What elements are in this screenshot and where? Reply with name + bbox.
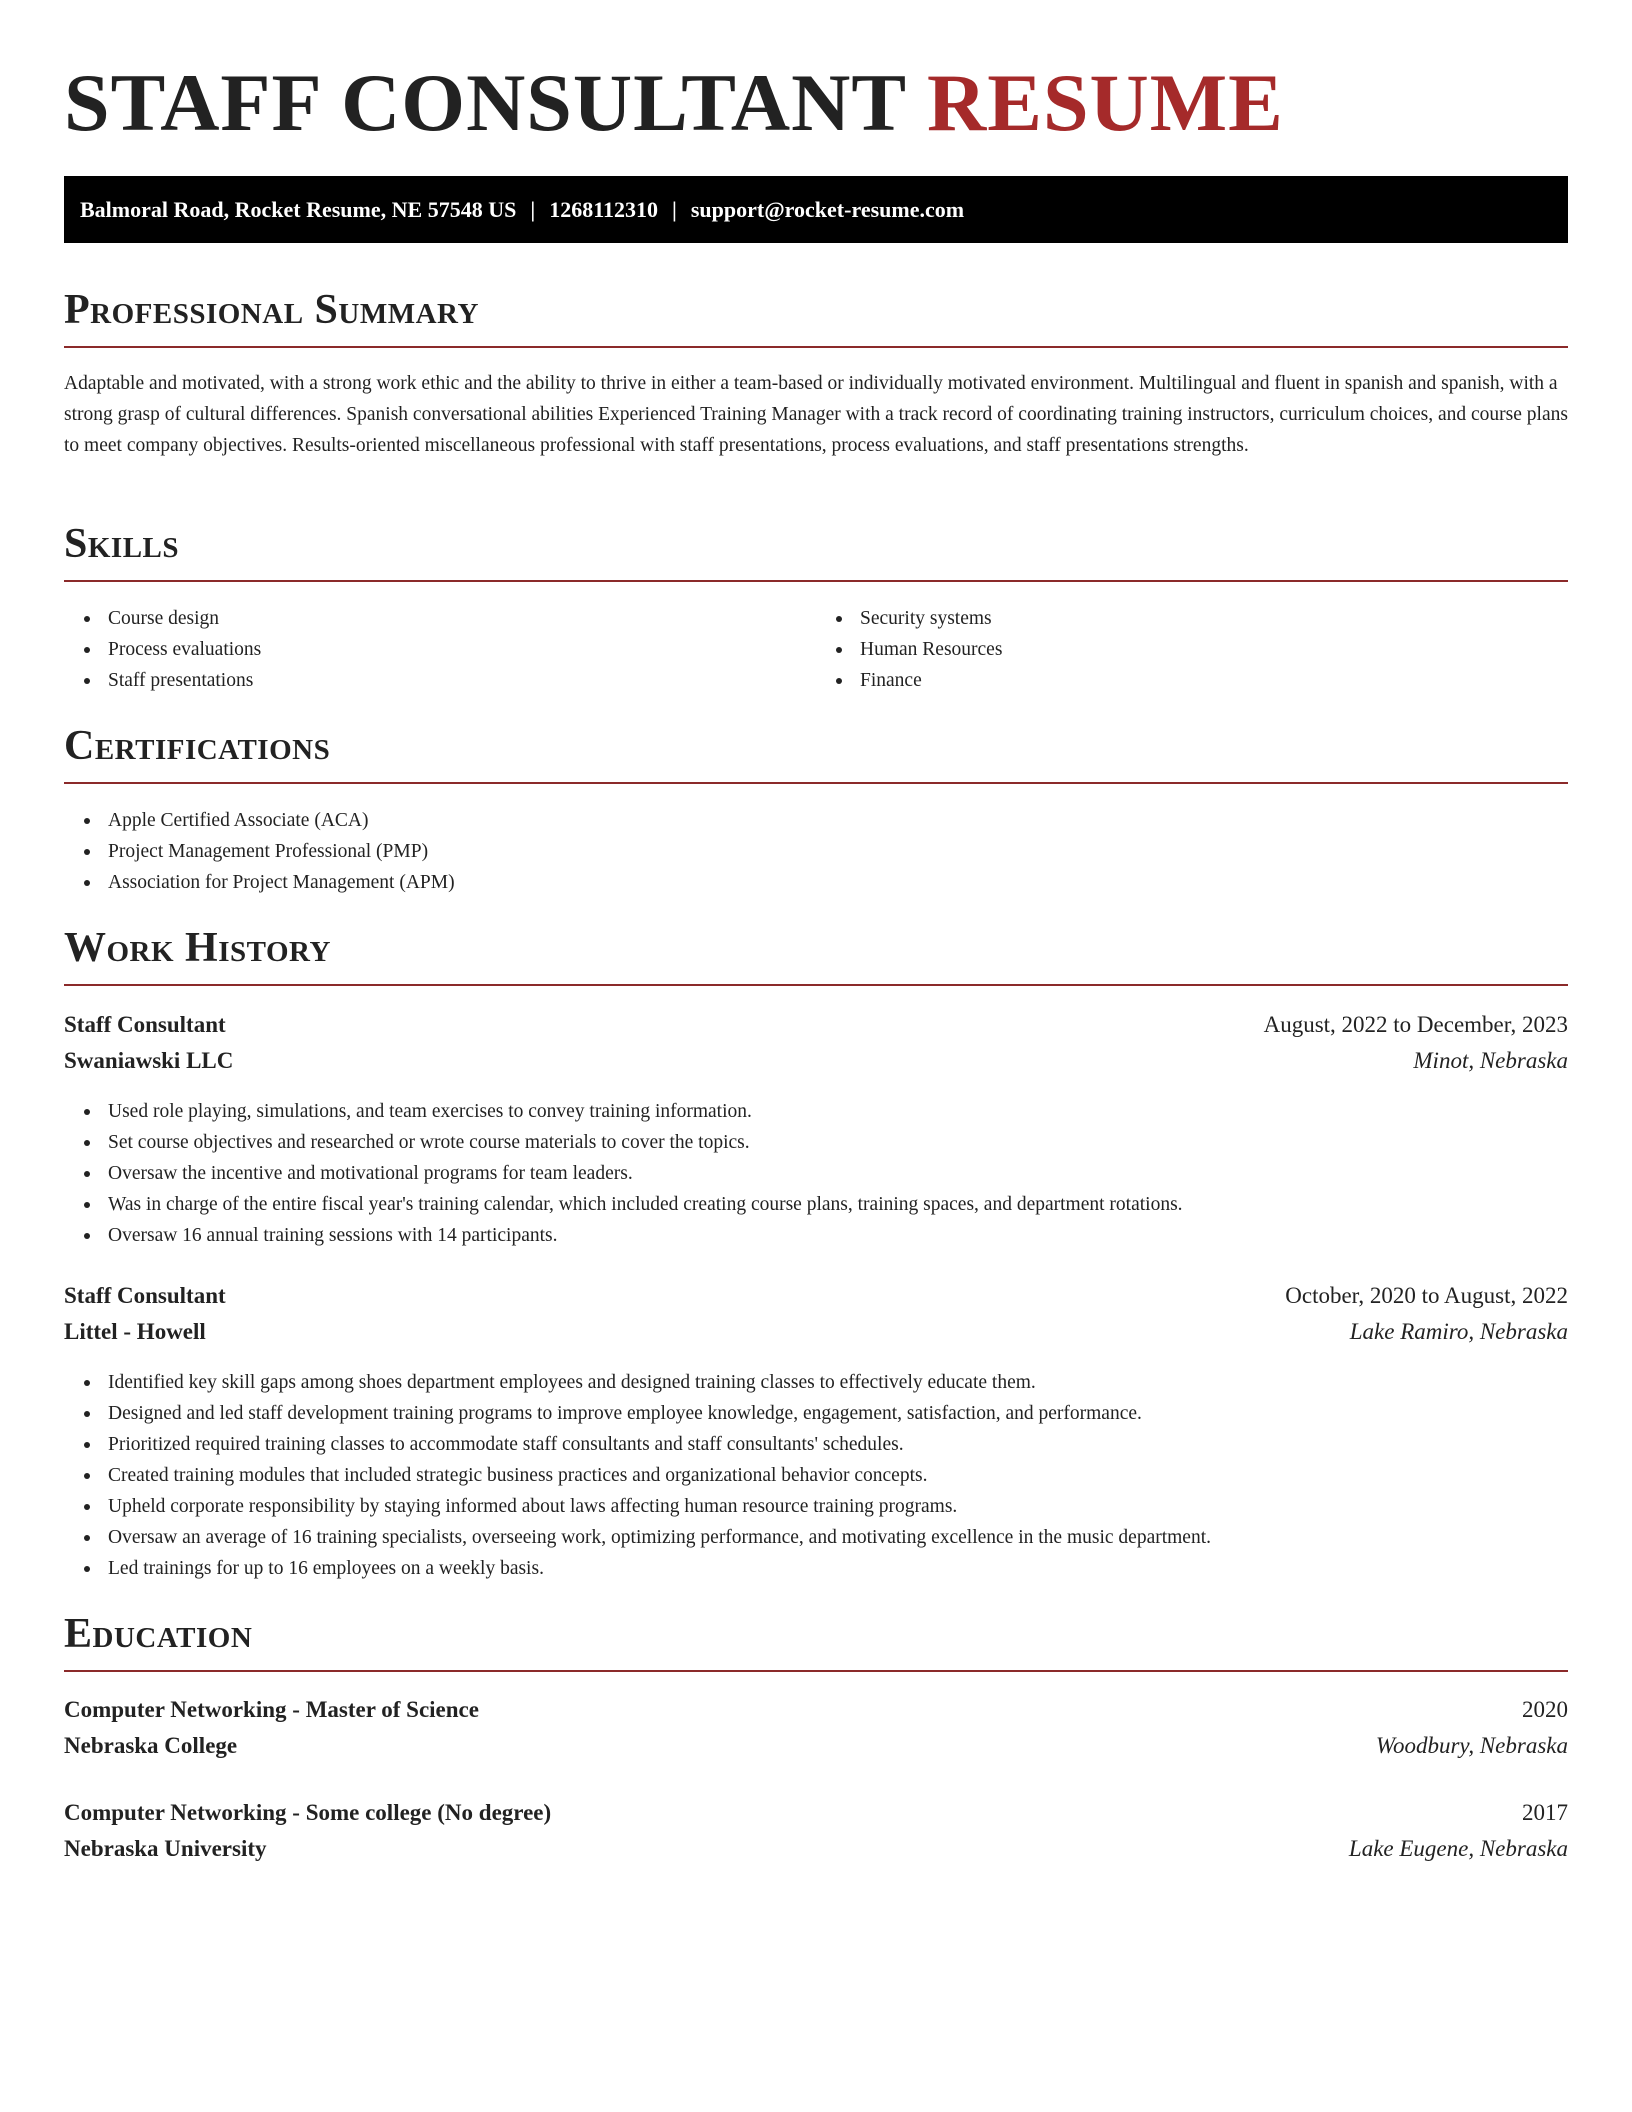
resume-title [64,58,1284,148]
education-school: Nebraska College [64,1733,238,1758]
title-accent: RESUME [927,57,1284,148]
work-history-heading: Work History [64,924,1568,986]
education-school: Nebraska University [64,1836,267,1861]
certification-item: Project Management Professional (PMP) [108,836,455,867]
summary-text: Adaptable and motivated, with a strong work ethic and the ability to thrive in either a team-based or individually motivated environment. Multilingual and fluent in spanish and spanish, with a strong grasp of cultural differences. Spanish conversational abilities Experienced Training Manager with a track record of coordinating training instructors, curriculum choices, and course plans to meet company objectives. Results-oriented miscellaneous professional with staff presentations, process evaluations, and staff presentations strengths. [64,373,1568,456]
job-bullet: Oversaw the incentive and motivational programs for team leaders. [108,1158,1568,1189]
job-bullet: Upheld corporate responsibility by staying informed about laws affecting human resource training programs. [108,1491,1568,1522]
skill-item: Staff presentations [108,665,816,696]
contact-bar [64,176,1568,243]
job-title-row [64,1007,1568,1043]
job-bullet: Oversaw 16 annual training sessions with 14 participants. [108,1220,1568,1251]
contact-separator: | [530,196,536,222]
job-bullet: Designed and led staff development training programs to improve employee knowledge, engagement, satisfaction, and performance. [108,1398,1568,1429]
skill-item: Human Resources [860,634,1568,665]
education-degree-row [64,1692,1568,1728]
job-bullet: Led trainings for up to 16 employees on a weekly basis. [108,1553,1568,1584]
job-bullet: Prioritized required training classes to accommodate staff consultants and staff consultants' schedules. [108,1429,1568,1460]
job-bullet: Used role playing, simulations, and team exercises to convey training information. [108,1096,1568,1127]
education-location: Lake Eugene, Nebraska [1348,1836,1568,1861]
education-school-row [64,1728,1568,1764]
job-title-row [64,1278,1568,1314]
certifications-heading: Certifications [64,722,1568,784]
skills-column-left [64,603,816,696]
education-degree-row [64,1795,1568,1831]
education-school-row [64,1831,1568,1867]
job-bullets [64,1367,1568,1584]
certification-item: Association for Project Management (APM) [108,867,455,898]
education-location: Woodbury, Nebraska [1375,1733,1568,1758]
skill-item: Process evaluations [108,634,816,665]
job-location: Minot, Nebraska [1413,1048,1568,1073]
skills-column-right [816,603,1568,696]
job-location: Lake Ramiro, Nebraska [1349,1319,1568,1344]
skill-item: Security systems [860,603,1568,634]
contact-separator: | [671,196,677,222]
certification-item: Apple Certified Associate (ACA) [108,805,455,836]
job-dates: October, 2020 to August, 2022 [1285,1283,1568,1308]
job-company-row [64,1043,1568,1079]
job-bullets [64,1096,1568,1251]
skill-item: Course design [108,603,816,634]
education-degree: Computer Networking - Master of Science [64,1697,479,1722]
skills-heading: Skills [64,520,1568,582]
skills-list [64,603,1568,696]
contact-email: support@rocket-resume.com [690,196,965,222]
job-dates: August, 2022 to December, 2023 [1263,1012,1568,1037]
job-bullet: Set course objectives and researched or wrote course materials to cover the topics. [108,1127,1568,1158]
education-year: 2020 [1522,1697,1568,1722]
job-bullet: Oversaw an average of 16 training specialists, overseeing work, optimizing performance, and motivating excellence in the music department. [108,1522,1568,1553]
job-bullet: Identified key skill gaps among shoes department employees and designed training classes to effectively educate them. [108,1367,1568,1398]
title-main: STAFF CONSULTANT [64,57,906,148]
job-bullet: Created training modules that included strategic business practices and organizational behavior concepts. [108,1460,1568,1491]
certifications-list [64,805,455,898]
job-company: Littel - Howell [64,1319,206,1344]
job-title: Staff Consultant [64,1283,226,1308]
job-title: Staff Consultant [64,1012,226,1037]
job-company-row [64,1314,1568,1350]
skill-item: Finance [860,665,1568,696]
job-bullet: Was in charge of the entire fiscal year's training calendar, which included creating course plans, training spaces, and department rotations. [108,1189,1568,1220]
education-heading: Education [64,1610,1568,1672]
education-year: 2017 [1522,1800,1568,1825]
contact-phone: 1268112310 [549,196,658,222]
education-degree: Computer Networking - Some college (No degree) [64,1800,552,1825]
contact-address: Balmoral Road, Rocket Resume, NE 57548 US [80,196,517,222]
job-company: Swaniawski LLC [64,1048,234,1073]
summary-heading: Professional Summary [64,286,1568,348]
